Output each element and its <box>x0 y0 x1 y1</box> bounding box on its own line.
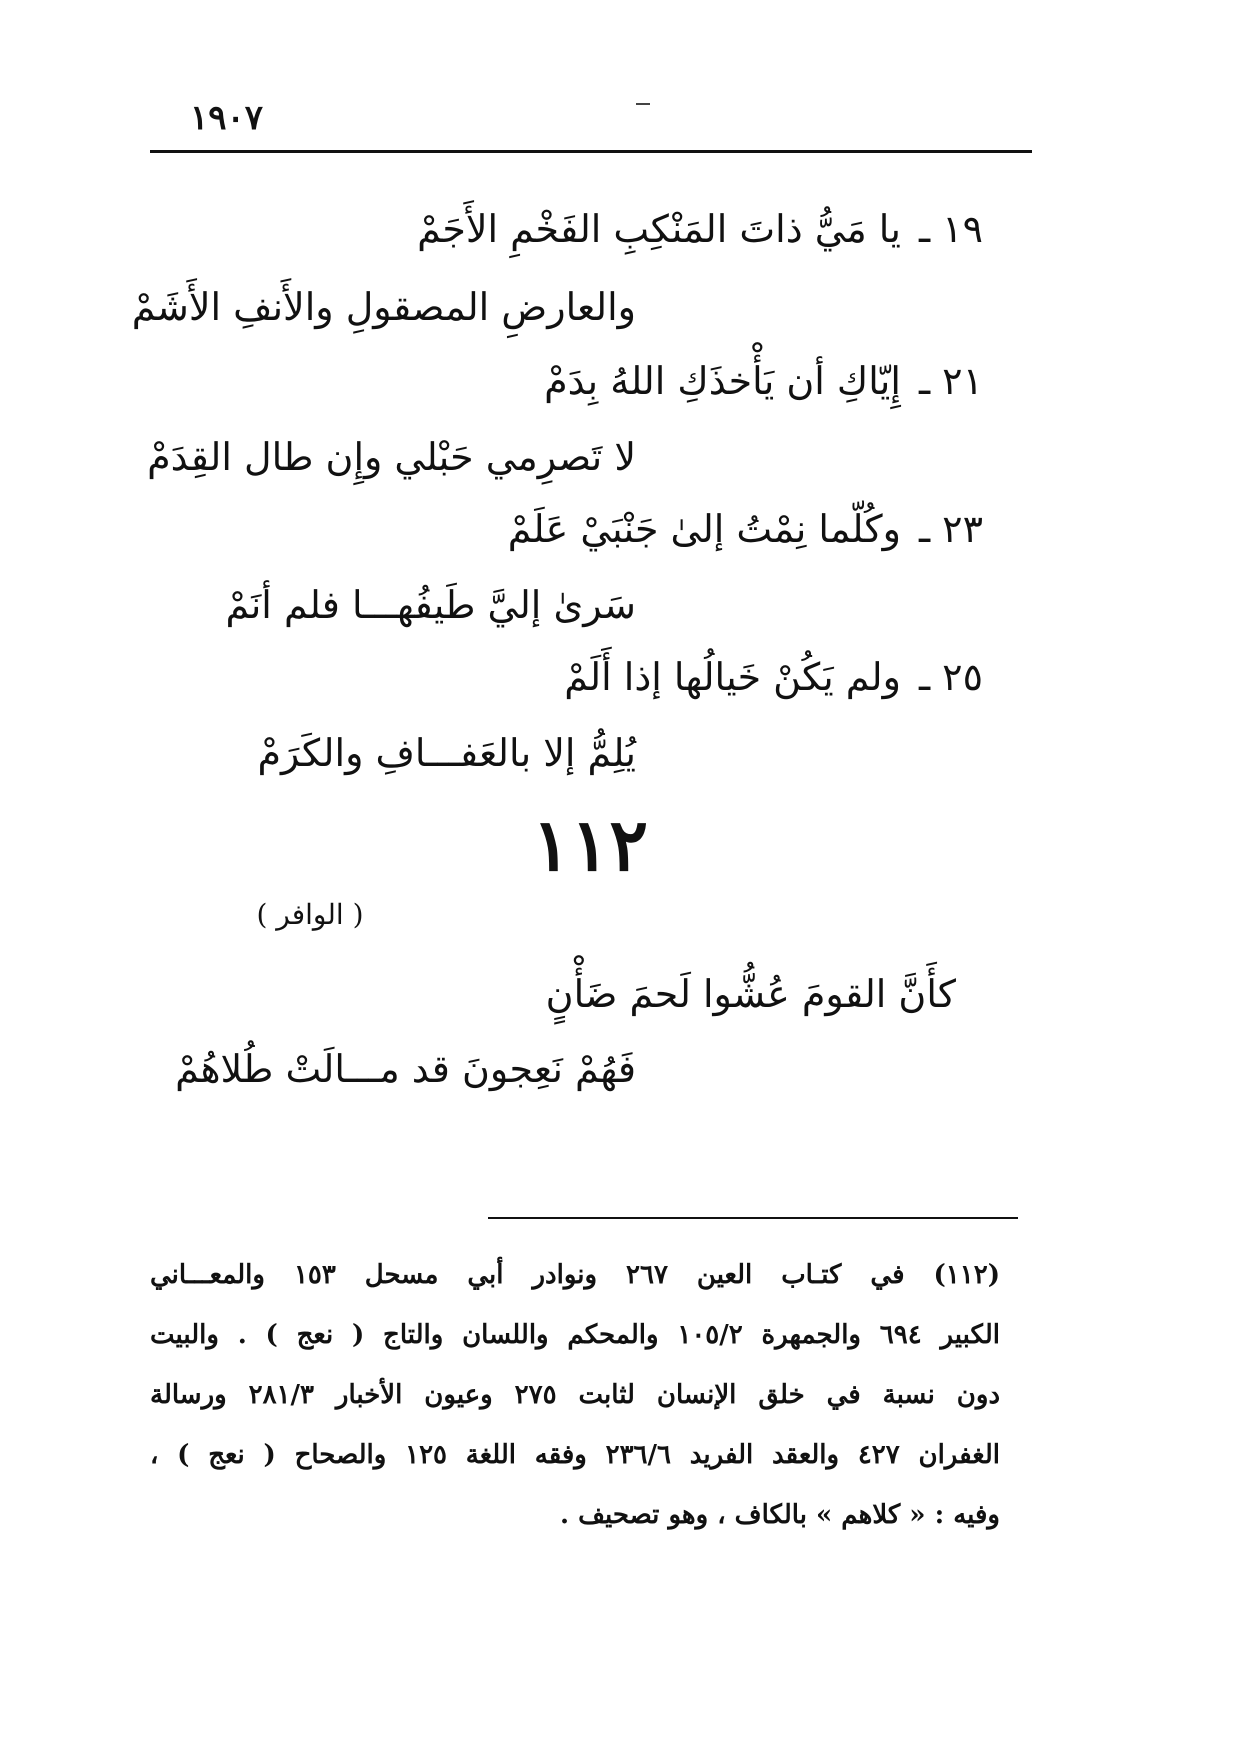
page-number: ١٩٠٧ <box>190 98 264 138</box>
verse-number: ٢٣ ـ <box>918 507 983 551</box>
poem-line-text: كأَنَّ القومَ عُشُّوا لَحمَ ضَأْنٍ <box>545 972 956 1016</box>
verse-line <box>225 583 636 627</box>
verse-line <box>257 731 636 775</box>
verse-number: ٢١ ـ <box>918 359 983 403</box>
poem-line-text: فَهُمْ نَعِجونَ قد مـــالَتْ طُلاهُمْ <box>175 1047 636 1091</box>
verse-text: إِيّاكِ أن يَأْخذَكِ اللهُ بِدَمْ <box>544 359 901 403</box>
footnote-line: (١١٢) في كتـاب العين ٢٦٧ ونوادر أبي مسحل ١٥٣ والمعـــاني <box>150 1260 1000 1290</box>
verse-number: ٢٥ ـ <box>918 655 983 699</box>
top-mark <box>636 103 650 105</box>
poem-meter: ( الوافر ) <box>256 898 364 931</box>
footnote-line: دون نسبة في خلق الإنسان لثابت ٢٧٥ وعيون الأخبار ٢٨١/٣ ورسالة <box>150 1380 1001 1410</box>
verse-text: ولم يَكُنْ خَيالُها إذا أَلَمْ <box>564 655 901 699</box>
verse-text: لا تَصرِمي حَبْلي وإِن طال القِدَمْ <box>147 435 636 479</box>
header-rule <box>150 150 1032 153</box>
verse-text: سَرىٰ إليَّ طَيفُهـــا فلم أنَمْ <box>225 583 636 627</box>
verse-text: يا مَيُّ ذاتَ المَنْكِبِ الفَخْمِ الأَجَمْ <box>417 207 901 251</box>
verse-line <box>507 507 983 551</box>
poem-line <box>175 1047 636 1091</box>
poem-number: ١١٢ <box>531 802 648 887</box>
footnote-rule <box>488 1217 1018 1219</box>
verse-text: والعارضِ المصقولِ والأَنفِ الأَشَمْ <box>131 285 636 329</box>
verse-line <box>564 655 983 699</box>
verse-line <box>147 435 636 479</box>
footnote-line: الكبير ٦٩٤ والجمهرة ١٠٥/٢ والمحكم واللسان والتاج ( نعج ) . والبيت <box>150 1320 1000 1350</box>
verse-line <box>544 359 983 403</box>
verse-line <box>131 285 636 329</box>
poem-line <box>545 972 956 1016</box>
verse-number: ١٩ ـ <box>918 207 983 251</box>
verse-text: وكُلّما نِمْتُ إلىٰ جَنْبَيْ عَلَمْ <box>507 507 901 551</box>
verse-line <box>417 207 983 251</box>
footnote-line: وفيه : « كلاهم » بالكاف ، وهو تصحيف . <box>559 1500 1000 1530</box>
footnote-line: الغفران ٤٢٧ والعقد الفريد ٢٣٦/٦ وفقه اللغة ١٢٥ والصحاح ( نعج ) ، <box>150 1440 1000 1470</box>
verse-text: يُلِمُّ إلا بالعَفـــافِ والكَرَمْ <box>257 731 636 775</box>
